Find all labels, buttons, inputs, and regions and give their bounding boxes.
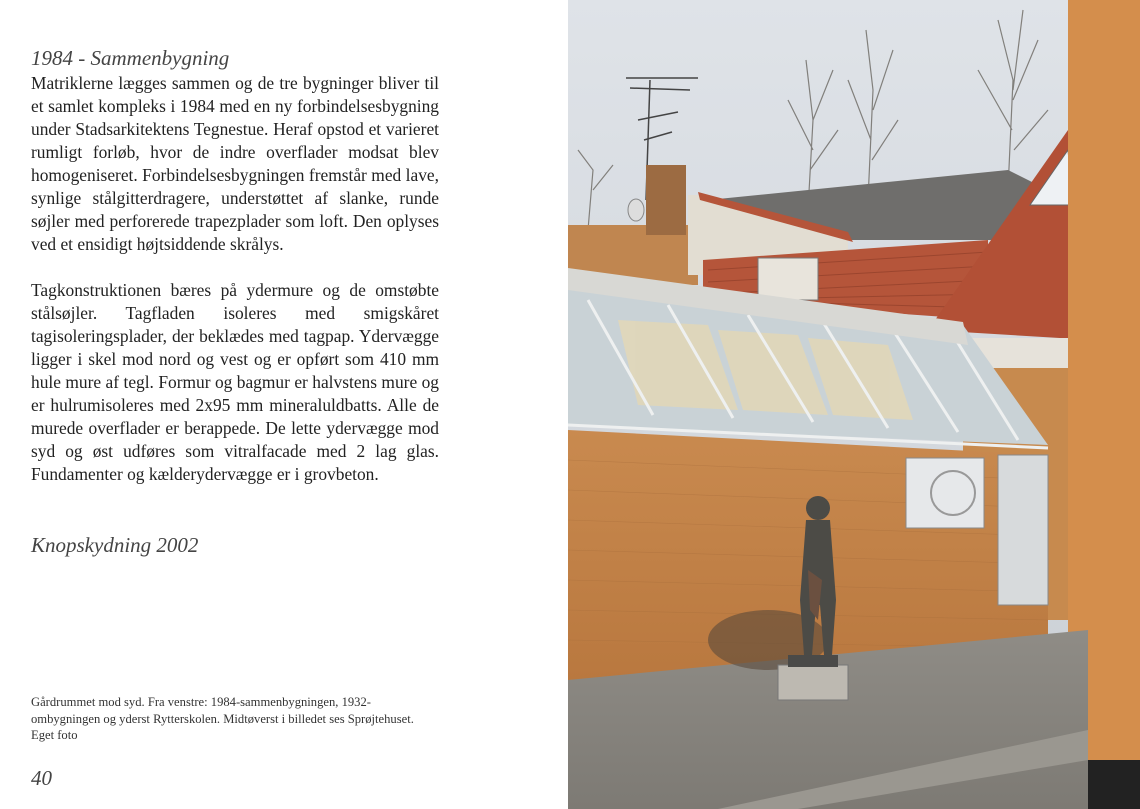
courtyard-photo (568, 0, 1140, 809)
glass-door (998, 455, 1048, 605)
paragraph: Tagkonstruktionen bæres på ydermure og de omstøbte stålsøjler. Tagfladen isoleres med smigskåret tagisoleringsplader, der beklædes med tagpap. Ydervægge ligger i skel mod nord og vest og er opført som 410 mm hule mure af tegl. Formur og bagmur er halvstens mure og er hulrumisoleres med 2x95 mm mineraluldbatts. Alle de murede overflader er berappede. De lette ydervægge mod syd og øst udføres som vitralfacade med 2 lag glas. Fundamenter og kælderydervægge er i grovbeton. (31, 280, 439, 484)
page-number: 40 (31, 766, 52, 790)
wall-plinth (1086, 760, 1140, 809)
dormer-window (758, 258, 818, 300)
left-page (0, 0, 568, 809)
section-heading: 1984 - Sammenbygning (31, 46, 230, 70)
body-text (31, 72, 439, 486)
chimney (646, 165, 686, 235)
photo-caption: Gårdrummet mod syd. Fra venstre: 1984-sammenbygningen, 1932-ombygningen og yderst Rytterskolen. Midtøverst i billedet ses Sprøjtehuset. Eget foto (31, 695, 414, 742)
section-subheading: Knopskydning 2002 (31, 533, 199, 557)
satellite-dish-icon (628, 199, 644, 221)
paragraph: Matriklerne lægges sammen og de tre bygninger bliver til et samlet kompleks i 1984 med en ny forbindelsesbygning under Stadsarkitektens Tegnestue. Heraf opstod et varieret rumligt forløb, hvor de indre overflader modsat blev homogeniseret. Forbindelsesbygningen fremstår med lave, synlige stålgitterdragere, understøttet af slanke, runde søjler med perforerede trapezplader som loft. Den oplyses ved et ensidigt højtsiddende skrålys. (31, 73, 439, 254)
ac-unit-icon (906, 458, 984, 528)
